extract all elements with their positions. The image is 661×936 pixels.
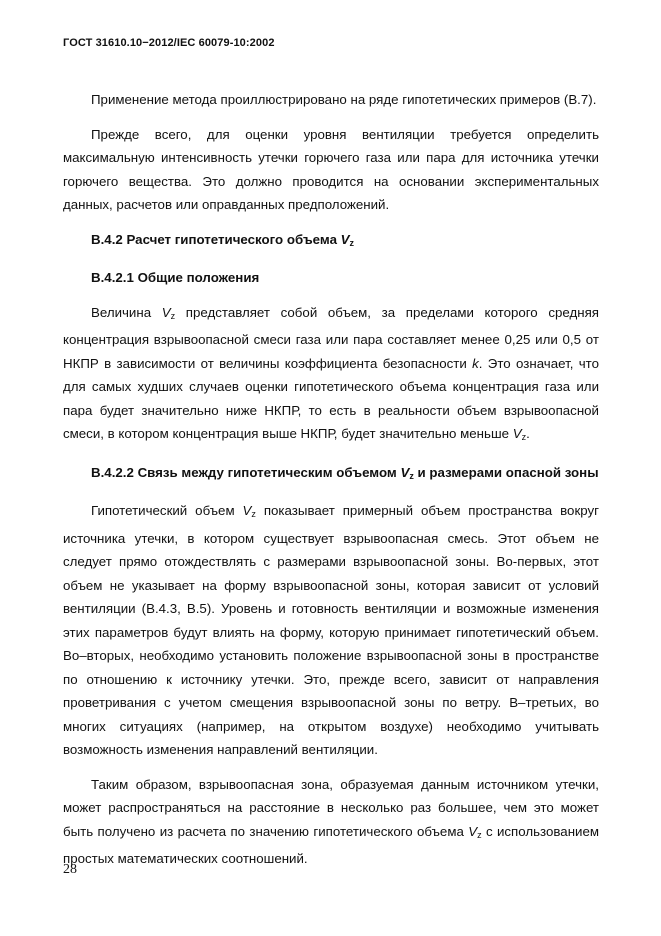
symbol-k: k [472, 355, 479, 371]
subsection-heading [63, 461, 599, 489]
page-body [63, 88, 599, 871]
paragraph [63, 499, 599, 762]
symbol-subscript: z [477, 829, 482, 840]
paragraph: Прежде всего, для оценки уровня вентиляции требуется определить максимальную интенсивность утечки горючего газа или пара для источника утечки горючего вещества. Это должно проводится на основании экспериментальных данных, расчетов или оправданных предположений. [63, 126, 599, 212]
page-number: 28 [63, 862, 77, 877]
symbol-v: V [340, 231, 350, 247]
paragraph [63, 773, 599, 871]
symbol-subscript: z [170, 310, 176, 321]
subsection-heading: В.4.2.1 Общие положения [91, 270, 260, 285]
text-run: Величина [91, 304, 162, 320]
document-header: ГОСТ 31610.10−2012/IEC 60079-10:2002 [63, 37, 275, 49]
text-run: . [526, 426, 530, 441]
text-run: Таким образом, взрывоопасная зона, образуемая данным источником утечки, может распространяться на расстояние в несколько раз большее, чем это может быть получено из расчета по значению гипотетического объема [63, 776, 599, 839]
text-run: . Это означает, что для самых худших случаев оценки гипотетического объема концентрация газа или пара будет значительно ниже НКПР, то есть в реальности объем взрывоопасной смеси, в котором концентрация выше НКПР, будет значительно меньше [63, 355, 599, 441]
section-heading [63, 228, 599, 256]
text-run: с использованием простых математических соотношений. [63, 823, 599, 866]
symbol-v: V [242, 503, 252, 518]
symbol-v: V [400, 464, 410, 480]
paragraph: Применение метода проиллюстрировано на ряде гипотетических примеров (В.7). [91, 92, 597, 107]
heading-text: В.4.2 Расчет гипотетического объема [91, 231, 341, 247]
symbol-subscript: z [521, 432, 527, 442]
heading-text: В.4.2.2 Связь между гипотетическим объемом [91, 464, 401, 480]
text-run: представляет собой объем, за пределами которого средняя концентрация взрывоопасной смеси газа или пара составляет менее 0,25 или 0,5 от НКПР в зависимости от величины коэффициента безопасности [63, 304, 599, 371]
symbol-subscript: z [409, 470, 414, 481]
text-run: Гипотетический объем [91, 503, 243, 518]
paragraph [63, 301, 599, 450]
symbol-v: V [161, 304, 171, 320]
heading-text: и размерами опасной зоны [413, 464, 599, 480]
symbol-subscript: z [251, 509, 256, 519]
symbol-subscript: z [349, 237, 355, 248]
symbol-v: V [512, 426, 522, 441]
symbol-v: V [468, 823, 478, 839]
text-run: показывает примерный объем пространства вокруг источника утечки, в котором существует взрывоопасная смесь. Этот объем не следует прямо отождествлять с размерами взрывоопасной зоны. Во-первых, этот объем не указывает на форму взрывоопасной зоны, которая зависит от условий вентиляции (В.4.3, В.5). Уровень и готовность вентиляции и возможные изменения этих параметров будут влиять на форму, которую принимает гипотетический объем. Во–вторых, необходимо установить положение взрывоопасной зоны в пространстве по отношению к источнику утечки. Это, прежде всего, зависит от направления проветривания с учетом смещения взрывоопасной зоны по ветру. В–третьих, во многих ситуациях (например, на открытом воздухе) необходимо учитывать возможность изменения направлений вентиляции. [63, 503, 599, 757]
